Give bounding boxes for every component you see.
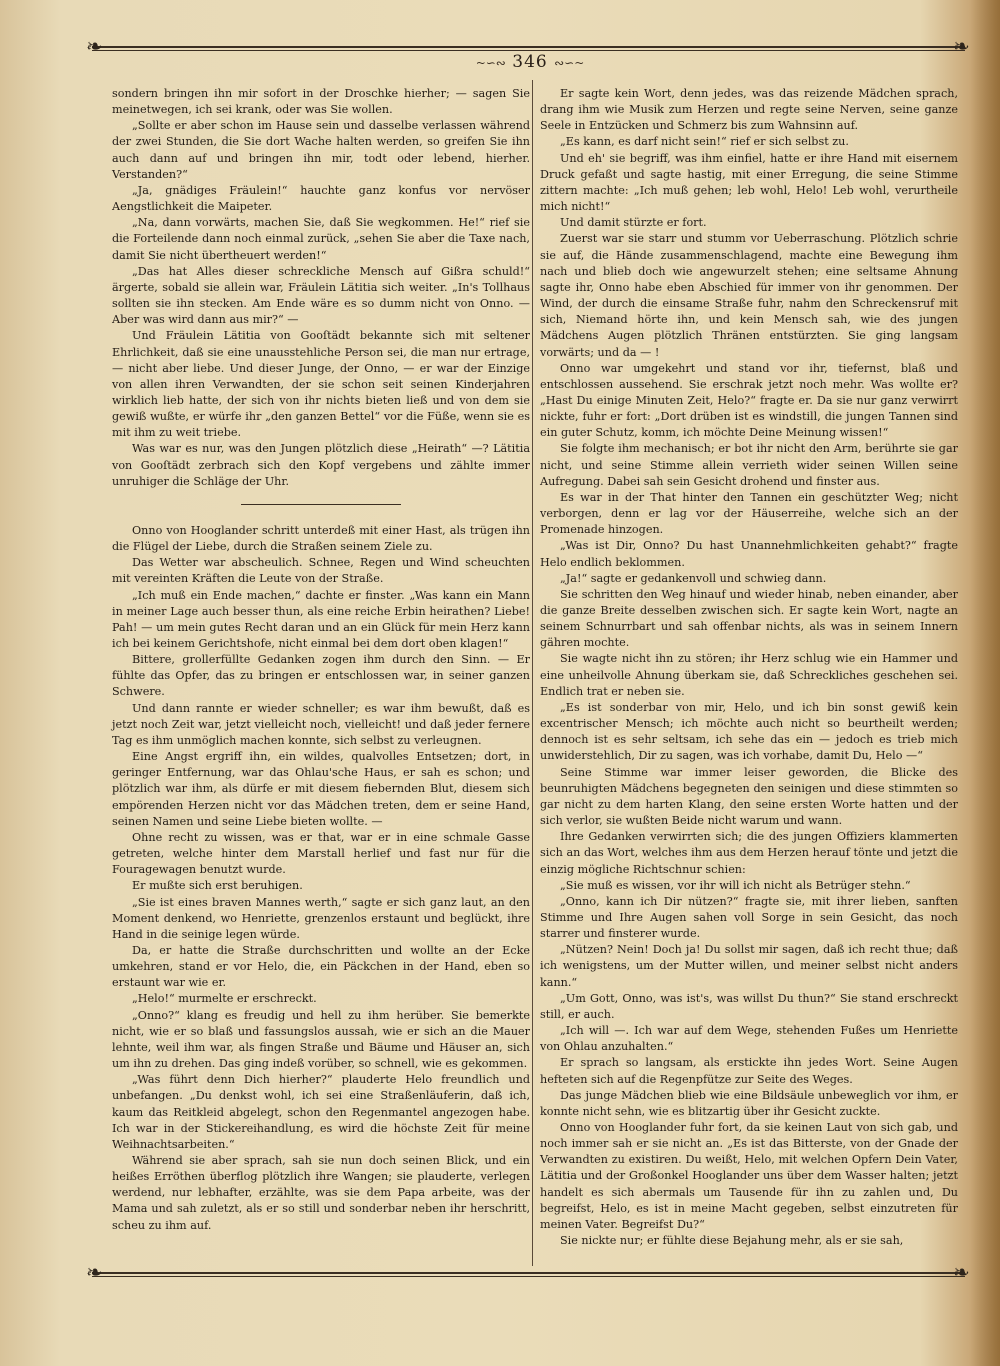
paragraph: „Helo!“ murmelte er erschreckt. — [132, 992, 317, 1006]
header-ornament-left: ~∽∾ — [475, 56, 506, 70]
top-rule — [92, 46, 965, 48]
left-column — [112, 86, 530, 1234]
paragraph: „Das hat Alles dieser schreckliche Mensch auf Gißra schuld!“ ärgerte, sobald sie allein war, Fräulein Lätitia sich weiter. „In's Tollhaus sollten sie ihn stecken. Am Ende wäre es so dumm nicht von Onno. — Aber was wird dann aus mir?“ — — [112, 264, 530, 327]
paragraph: „Ich will —. Ich war auf dem Wege, stehenden Fußes um Henriette von Ohlau anzuhalten.“ — [540, 1024, 958, 1054]
paragraph: „Was ist Dir, Onno? Du hast Unannehmlichkeiten gehabt?“ fragte Helo endlich beklommen. — [540, 539, 958, 569]
paragraph: Ohne recht zu wissen, was er that, war er in eine schmale Gasse getreten, welche hinter dem Marstall herlief und fast nur für die Fouragewagen benutzt wurde. — [112, 830, 530, 877]
paragraph: „Ja!“ sagte er gedankenvoll und schwieg dann. — [560, 571, 827, 585]
section-separator — [241, 504, 401, 505]
paragraph: Sie nickte nur; er fühlte diese Bejahung mehr, als er sie sah, — [560, 1234, 904, 1248]
column-divider — [532, 80, 533, 1266]
paragraph: Und damit stürzte er fort. — [560, 216, 707, 230]
paragraph: „Sie muß es wissen, vor ihr will ich nicht als Betrüger stehn.“ — [560, 878, 911, 892]
paragraph: Sie folgte ihm mechanisch; er bot ihr nicht den Arm, berührte sie gar nicht, und seine Stimme allein verrieth wider seinen Willen seine Aufregung. Dabei sah sein Gesicht drohend und finster aus. — [540, 442, 958, 488]
paragraph: Während sie aber sprach, sah sie nun doch seinen Blick, und ein heißes Erröthen überflog plötzlich ihre Wangen; sie plauderte, verlegen werdend, nur lebhafter, erzählte, was sie dem Papa arbeite, was der Mama und sah zuletzt, als er so still und sonderbar neben ihr herschritt, scheu zu ihm auf. — [112, 1154, 530, 1232]
paragraph: Seine Stimme war immer leiser geworden, die Blicke des beunruhigten Mädchens begegneten den seinigen und diese stimmten so gar nicht zu dem harten Klang, den seine ersten Worte hatten und der sich verlor, sie wußten Beide nicht warum und wann. — [540, 765, 958, 828]
paragraph: Sie wagte nicht ihn zu stören; ihr Herz schlug wie ein Hammer und eine unheilvolle Ahnung überkam sie, daß Schreckliches geschehen sei. Endlich trat er neben sie. — [540, 652, 958, 698]
paragraph: Bittere, grollerfüllte Gedanken zogen ihm durch den Sinn. — Er fühlte das Opfer, das zu bringen er entschlossen war, in seiner ganzen Schwere. — [112, 653, 530, 699]
paragraph: sondern bringen ihn mir sofort in der Droschke hierher; — sagen Sie meinetwegen, ich sei krank, oder was Sie wollen. — [112, 87, 530, 117]
paragraph: Ihre Gedanken verwirrten sich; die des jungen Offiziers klammerten sich an das Wort, welches ihm aus dem Herzen herauf tönte und jetzt die einzig mögliche Richtschnur schien: — [540, 830, 958, 876]
paragraph: Da, er hatte die Straße durchschritten und wollte an der Ecke umkehren, stand er vor Helo, die, ein Päckchen in der Hand, eben so erstaunt war wie er. — [112, 943, 530, 990]
paragraph: Er sagte kein Wort, denn jedes, was das reizende Mädchen sprach, drang ihm wie Musik zum Herzen und regte seine Nerven, seine ganze Seele in Entzücken und Schmerz bis zum Wahnsinn auf. — [540, 87, 958, 133]
paragraph: Das Wetter war abscheulich. Schnee, Regen und Wind scheuchten mit vereinten Kräften die Leute von der Straße. — [112, 556, 530, 586]
paragraph: Eine Angst ergriff ihn, ein wildes, qualvolles Entsetzen; dort, in geringer Entfernung, war das Ohlau'sche Haus, er sah es schon; und plötzlich war ihm, als dürfe er mit diesem fiebernden Blut, diesem sich empörenden Herzen nicht vor das Mädchen treten, dem er seine Hand, seinen Namen und seine Liebe bieten wollte. — — [112, 750, 530, 828]
top-rule-thin — [92, 50, 965, 51]
paragraph: Onno war umgekehrt und stand vor ihr, tiefernst, blaß und entschlossen aussehend. Sie erschrak jetzt noch mehr. Was wollte er? „Hast Du einige Minuten Zeit, Helo?“ fragte er. Da sie nur ganz verwirrt nickte, fuhr er fort: „Dort drüben ist es windstill, die jungen Tannen sind ein guter Schutz, komm, ich möchte Deine Meinung wissen!“ — [540, 361, 958, 440]
corner-ornament-bottom-left: ❧ — [86, 1260, 103, 1284]
paragraph: Und Fräulein Lätitia von Gooſtädt bekannte sich mit seltener Ehrlichkeit, daß sie eine unausstehliche Person sei, die man nur ertrage, — nicht aber liebe. Und dieser Junge, der Onno, — er war der Einzige von allen ihren Verwandten, der sie schon seit seinen Kinderjahren wirklich lieb hatte, der sich von ihr nichts bieten ließ und von dem sie gewiß wußte, er würfe ihr „den ganzen Bettel“ vor die Füße, wenn sie es mit ihm zu weit triebe. — [112, 329, 530, 440]
paragraph: Und eh' sie begriff, was ihm einfiel, hatte er ihre Hand mit eisernem Druck gefaßt und sagte hastig, mit einer Erregung, die seine Stimme zittern machte: „Ich muß gehen; leb wohl, Helo! Leb wohl, verurtheile mich nicht!“ — [540, 151, 958, 214]
paragraph: „Ja, gnädiges Fräulein!“ hauchte ganz konfus vor nervöser Aengstlichkeit die Maipeter. — [112, 183, 530, 214]
paragraph: Onno von Hooglander schritt unterdeß mit einer Hast, als trügen ihn die Flügel der Liebe, durch die Straßen seinem Ziele zu. — [112, 523, 530, 554]
paragraph: Das junge Mädchen blieb wie eine Bildsäule unbeweglich vor ihm, er konnte nicht sehn, wie es blitzartig über ihr Gesicht zuckte. — [540, 1088, 958, 1118]
paragraph: „Nützen? Nein! Doch ja! Du sollst mir sagen, daß ich recht thue; daß ich wenigstens, um der Mutter willen, und meiner selbst nicht anders kann.“ — [540, 943, 958, 989]
header-ornament-right: ∾∽~ — [554, 56, 585, 70]
paragraph: „Ich muß ein Ende machen,“ dachte er finster. „Was kann ein Mann in meiner Lage auch besser thun, als eine reiche Erbin heirathen? Liebe! Pah! — um mein gutes Recht daran und an ein Glück für mein Herz kann ich bei keinem Gerichtshofe, nicht einmal bei dem dort oben klagen!“ — [112, 588, 530, 650]
paragraph: Es war in der That hinter den Tannen ein geschützter Weg; nicht verborgen, denn er lag vor der Häuserreihe, welche sich an der Promenade hinzogen. — [540, 490, 958, 537]
paragraph: Sie schritten den Weg hinauf und wieder hinab, neben einander, aber die ganze Breite desselben zwischen sich. Er sagte kein Wort, nagte an seinem Schnurrbart und sah offenbar nichts, als was in seinem Innern gähren mochte. — [540, 587, 958, 650]
paragraph: „Es ist sonderbar von mir, Helo, und ich bin sonst gewiß kein excentrischer Mensch; ich möchte auch nicht so beurtheilt werden; dennoch ist es sehr seltsam, ich sehe das ein — jedoch es trieb mich unwiderstehlich, Dir zu sagen, was ich vorhabe, damit Du, Helo —“ — [540, 700, 958, 763]
right-column — [540, 86, 958, 1249]
paragraph: Und dann rannte er wieder schneller; es war ihm bewußt, daß es jetzt noch Zeit war, jetzt vielleicht noch, vielleicht! und daß jeder fernere Tag es ihm unmöglich machen konnte, sich selbst zu verleugnen. — [112, 701, 530, 747]
paragraph: „Was führt denn Dich hierher?“ plauderte Helo freundlich und unbefangen. „Du denkst wohl, ich sei eine Straßenläuferin, daß ich, kaum das Reitkleid abgelegt, schon den Regenmantel angezogen habe. Ich war in der Stickereihandlung, es wird die höchste Zeit für meine Weihnachtsarbeiten.“ — [112, 1073, 530, 1151]
paragraph: „Na, dann vorwärts, machen Sie, daß Sie wegkommen. He!“ rief sie die Forteilende dann noch einmal zurück, „sehen Sie aber die Taxe nach, damit Sie nicht übertheuert werden!“ — [112, 216, 530, 262]
paragraph: Er sprach so langsam, als erstickte ihn jedes Wort. Seine Augen hefteten sich auf die Regenpfütze zur Seite des Weges. — [540, 1056, 958, 1086]
page-number-header — [470, 52, 590, 72]
paragraph: Was war es nur, was den Jungen plötzlich diese „Heirath“ —? Lätitia von Gooſtädt zerbrach sich den Kopf vergebens und zählte immer unruhiger die Schläge der Uhr. — [112, 442, 530, 488]
paragraph: Er mußte sich erst beruhigen. — [132, 879, 303, 893]
binding-shadow — [970, 0, 1000, 1366]
paragraph: „Sie ist eines braven Mannes werth,“ sagte er sich ganz laut, an den Moment denkend, wo Henriette, grenzenlos erstaunt und beglückt, ihre Hand in die seinige legen würde. — [112, 895, 530, 941]
paragraph: Zuerst war sie starr und stumm vor Ueberraschung. Plötzlich schrie sie auf, die Hände zusammenschlagend, machte eine Bewegung ihm nach und blieb doch wie angewurzelt stehen; eine seltsame Ahnung sagte ihr, Onno habe eben Abschied für immer von ihr genommen. Der Wind, der durch die einsame Straße fuhr, nahm den Schreckensruf mit sich, Niemand hörte ihn, und kein Mensch sah, wie des jungen Mädchens Augen plötzlich Thränen entstürzten. Sie ging langsam vorwärts; und da — ! — [540, 232, 958, 359]
corner-ornament-top-left: ❧ — [86, 34, 103, 58]
corner-ornament-top-right: ❧ — [953, 34, 970, 58]
paragraph: „Onno, kann ich Dir nützen?“ fragte sie, mit ihrer lieben, sanften Stimme und Ihre Augen sahen voll Sorge in sein Gesicht, das noch starrer und finsterer wurde. — [540, 894, 958, 941]
paragraph: „Es kann, es darf nicht sein!“ rief er sich selbst zu. — [560, 135, 849, 149]
bottom-rule — [92, 1272, 965, 1274]
paragraph: „Onno?“ klang es freudig und hell zu ihm herüber. Sie bemerkte nicht, wie er so blaß und fassungslos aussah, wie er sich an die Mauer lehnte, weil ihm war, als fingen Straße und Bäume und Häuser an, sich um ihn zu drehen. Das ging indeß vorüber, so schnell, wie es gekommen. — [112, 1008, 530, 1071]
bottom-rule-thin — [92, 1276, 965, 1277]
page-number: 346 — [512, 52, 548, 72]
paragraph: „Sollte er aber schon im Hause sein und dasselbe verlassen während der zwei Stunden, die Sie dort Wache halten werden, so greifen Sie ihn auch dann auf und bringen ihn mir, todt oder lebend, hierher. Verstanden?“ — [112, 119, 530, 181]
paragraph: Onno von Hooglander fuhr fort, da sie keinen Laut von sich gab, und noch immer sah er sie nicht an. „Es ist das Bitterste, von der Gnade der Verwandten zu existiren. Du weißt, Helo, mit welchen Opfern Dein Vater, Lätitia und der Großonkel Hooglander uns über dem Wasser halten; jetzt handelt es sich abermals um Tausende für ihn zu zahlen und, Du begreifst, Helo, es ist in meine Macht gegeben, selbst einzutreten für meinen Vater. Begreifst Du?“ — [540, 1121, 958, 1231]
paragraph: „Um Gott, Onno, was ist's, was willst Du thun?“ Sie stand erschreckt still, er auch. — [540, 991, 958, 1021]
corner-ornament-bottom-right: ❧ — [953, 1260, 970, 1284]
